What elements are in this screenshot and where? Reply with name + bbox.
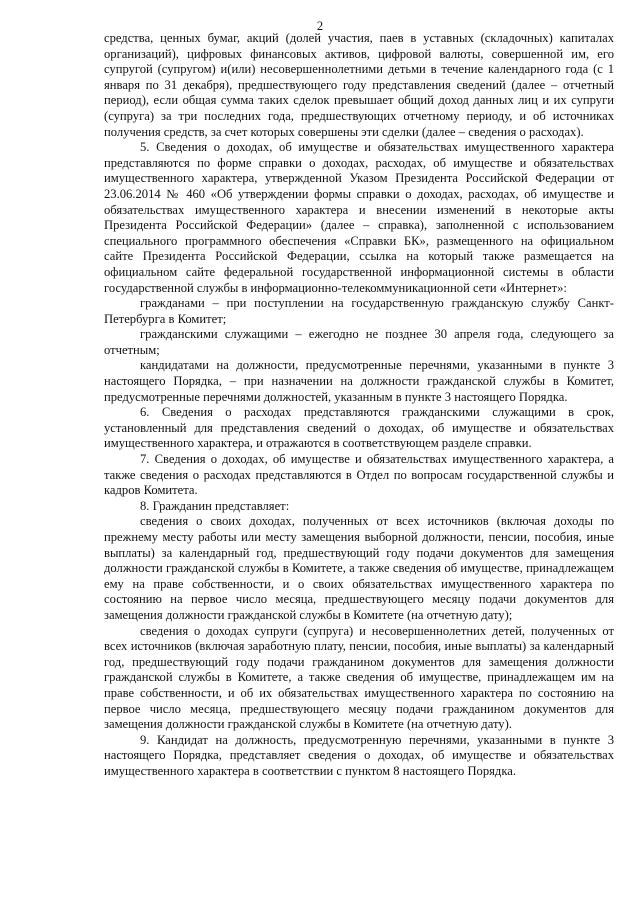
paragraph: 9. Кандидат на должность, предусмотренную перечнями, указанными в пункте 3 настоящего Порядка, представляет сведения о доходах, об имуществе и обязательствах имущественного характера в соответствии с пунктом 8 настоящего Порядка. — [104, 732, 614, 778]
paragraph: средства, ценных бумаг, акций (долей участия, паев в уставных (складочных) капиталах организаций), цифровых финансовых активов, цифровой валюты, совершенной им, его супругой (супругом) и(или) несовершеннолетними детьми в течение календарного года (с 1 января по 31 декабря), предшествующего году представления сведений (далее – отчетный период), если общая сумма таких сделок превышает общий доход данных лиц и их супруги (супруга) за три последних года, предшествующих отчетному периоду, и об источниках получения средств, за счет которых совершены эти сделки (далее – сведения о расходах). — [104, 31, 614, 139]
paragraph: сведения о доходах супруги (супруга) и несовершеннолетних детей, полученных от всех источников (включая заработную плату, пенсии, пособия, иные выплаты) за календарный год, предшествующий году подачи гражданином документов для замещения должности гражданской службы в Комитете, а также сведения об имуществе, принадлежащем им на праве собственности, и об их обязательствах имущественного характера по состоянию на первое число месяца, предшествующего месяцу подачи гражданином документов для замещения должности гражданской службы в Комитете (на отчетную дату). — [104, 623, 614, 732]
page-number: 2 — [316, 19, 324, 33]
paragraph: 5. Сведения о доходах, об имуществе и обязательствах имущественного характера представляются по форме справки о доходах, расходах, об имуществе и обязательствах имущественного характера, утвержденной Указом Президента Российской Федерации от 23.06.2014 № 460 «Об утверждении формы справки о доходах, расходах, об имуществе и обязательствах имущественного характера и внесении изменений в некоторые акты Президента Российской Федерации» (далее – справка), заполненной с использованием специального программного обеспечения «Справки БК», размещенного на официальном сайте Президента Российской Федерации, ссылка на который также размещается на официальном сайте федеральной государственной информационной системы в области государственной службы в информационно-телекоммуникационной сети «Интернет»: — [104, 140, 614, 295]
paragraph: гражданскими служащими – ежегодно не позднее 30 апреля года, следующего за отчетным; — [104, 327, 614, 357]
paragraph: 7. Сведения о доходах, об имуществе и обязательствах имущественного характера, а также сведения о расходах представляются в Отдел по вопросам государственной службы и кадров Комитета. — [104, 452, 614, 498]
paragraph: 6. Сведения о расходах представляются гражданскими служащими в срок, установленный для представления сведений о доходах, об имуществе и обязательствах имущественного характера, и отражаются в соответствующем разделе справки. — [104, 405, 614, 451]
paragraph: кандидатами на должности, предусмотренные перечнями, указанными в пункте 3 настоящего Порядка, – при назначении на должности гражданской службы в Комитет, предусмотренные перечнями должностей, указанным в пункте 3 настоящего Порядка. — [104, 358, 614, 404]
document-body — [104, 31, 614, 780]
paragraph: гражданами – при поступлении на государственную гражданскую службу Санкт-Петербурга в Комитет; — [104, 296, 614, 326]
paragraph: сведения о своих доходах, полученных от всех источников (включая доходы по прежнему месту работы или месту замещения выборной должности, пенсии, пособия, иные выплаты) за календарный год, предшествующий году подачи документов для замещения должности гражданской службы в Комитете, а также сведения об имуществе, принадлежащем ему на праве собственности, и о своих обязательствах имущественного характера по состоянию на первое число месяца, предшествующего месяцу подачи документов для замещения должности гражданской службы в Комитете (на отчетную дату); — [104, 514, 614, 622]
paragraph: 8. Гражданин представляет: — [140, 498, 290, 513]
